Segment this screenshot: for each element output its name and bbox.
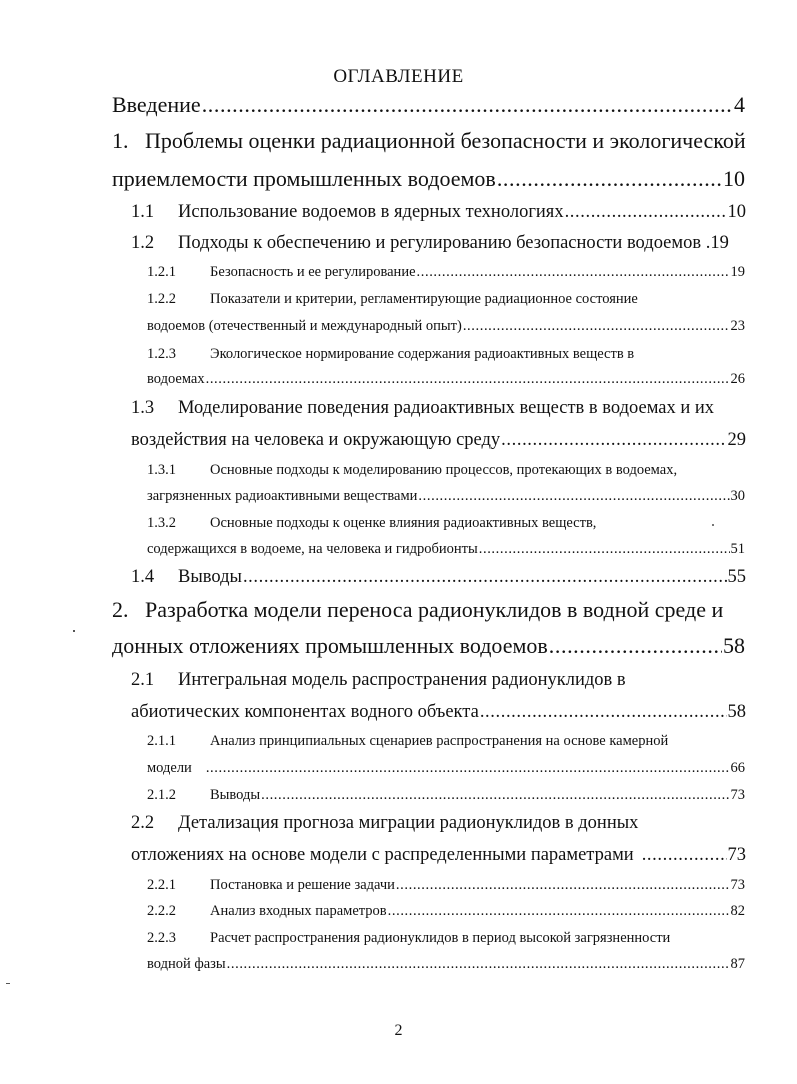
toc-entry-2-2-3-cont[interactable]: [147, 956, 745, 973]
toc-leader-dots: [227, 956, 730, 973]
toc-leader-dots: [463, 318, 730, 335]
toc-entry-text: Использование водоемов в ядерных технологиях: [178, 202, 564, 222]
toc-leader-dots: [243, 567, 727, 588]
toc-leader-dots: [396, 877, 730, 894]
toc-entry-number: 2.2.1: [147, 877, 176, 893]
toc-page-number: 73: [730, 787, 745, 803]
toc-entry-text: Безопасность и ее регулирование: [210, 264, 416, 280]
toc-entry-number: 1.2.3: [147, 346, 176, 362]
toc-entry-text: Введение: [112, 92, 201, 117]
toc-entry-text: Постановка и решение задачи: [210, 877, 395, 893]
scan-artifact-mark: [712, 524, 714, 526]
toc-entry-1-2-2[interactable]: [147, 291, 638, 308]
toc-entry-number: 2.2.3: [147, 930, 176, 946]
toc-entry-text: Интегральная модель распространения радионуклидов в: [178, 670, 626, 690]
toc-leader-dots: [417, 264, 730, 281]
toc-page-number: .19: [705, 233, 729, 253]
toc-entry-text: Показатели и критерии, регламентирующие радиационное состояние: [210, 291, 638, 307]
toc-leader-dots: [479, 541, 730, 558]
toc-entry-text-cont: модели: [147, 760, 192, 776]
toc-entry-2-2-3[interactable]: [147, 930, 670, 947]
toc-entry-1-4[interactable]: [131, 567, 746, 588]
toc-entry-text: Детализация прогноза миграции радионуклидов в донных: [178, 813, 639, 833]
toc-entry-1-2-3-cont[interactable]: [147, 371, 745, 388]
toc-entry-number: 1.4: [131, 567, 155, 587]
toc-entry-text: Анализ принципиальных сценариев распространения на основе камерной: [210, 733, 669, 749]
toc-entry-text: Подходы к обеспечению и регулированию безопасности водоемов: [178, 233, 702, 253]
toc-entry-2-2-cont[interactable]: [131, 845, 746, 866]
toc-entry-1-2-3[interactable]: [147, 346, 634, 363]
toc-page-number: 66: [730, 760, 745, 776]
toc-entry-2-1-cont[interactable]: [131, 702, 746, 723]
toc-leader-dots: [501, 430, 726, 451]
toc-leader-dots: [549, 633, 722, 659]
toc-page-number: 55: [727, 567, 746, 587]
toc-page-number: 4: [734, 92, 745, 117]
toc-entry-chapter-2[interactable]: [112, 597, 723, 623]
scan-artifact-mark: [73, 630, 75, 632]
toc-entry-1-2[interactable]: [131, 233, 729, 254]
toc-entry-1-3-1-cont[interactable]: [147, 488, 745, 505]
toc-entry-2-2[interactable]: [131, 813, 638, 834]
toc-entry-number: 1.2.2: [147, 291, 176, 307]
toc-entry-text: Проблемы оценки радиационной безопасности и экологической: [145, 128, 746, 153]
toc-entry-intro[interactable]: [112, 92, 745, 118]
toc-page-number: 58: [727, 702, 746, 722]
toc-leader-dots: [642, 845, 727, 866]
toc-page-number: 58: [723, 633, 745, 658]
toc-entry-chapter-1[interactable]: [112, 128, 746, 154]
toc-leader-dots: [202, 92, 733, 118]
toc-entry-1-1[interactable]: [131, 202, 746, 223]
toc-entry-text-cont: загрязненных радиоактивными веществами: [147, 488, 418, 504]
toc-page-number: 73: [727, 845, 746, 865]
toc-entry-text-cont: содержащихся в водоеме, на человека и гидробионты: [147, 541, 478, 557]
toc-entry-number: 2.1.1: [147, 733, 176, 749]
toc-entry-number: 1.3.1: [147, 462, 176, 478]
toc-entry-chapter-1-cont[interactable]: [112, 166, 745, 192]
toc-leader-dots: [418, 488, 729, 505]
toc-entry-2-2-2[interactable]: [147, 903, 745, 920]
toc-leader-dots: [480, 702, 727, 723]
toc-entry-number: 1.2.1: [147, 264, 176, 280]
toc-entry-number: 1.: [112, 128, 129, 153]
toc-entry-text-cont: донных отложениях промышленных водоемов: [112, 633, 548, 658]
toc-entry-1-3-2-cont[interactable]: [147, 541, 745, 558]
toc-entry-2-1-1-cont[interactable]: [147, 760, 745, 777]
toc-entry-text: Основные подходы к моделированию процессов, протекающих в водоемах,: [210, 462, 678, 478]
toc-leader-dots: [388, 903, 730, 920]
toc-page-number: 29: [727, 430, 746, 450]
toc-entry-number: 1.2: [131, 233, 155, 253]
toc-entry-1-3[interactable]: [131, 398, 714, 419]
toc-page-number: 82: [730, 903, 745, 919]
toc-page-number: 19: [730, 264, 745, 280]
toc-entry-text-cont: отложениях на основе модели с распределенными параметрами: [131, 845, 634, 865]
toc-entry-chapter-2-cont[interactable]: [112, 633, 745, 659]
toc-entry-text: Основные подходы к оценке влияния радиоактивных веществ,: [210, 515, 597, 531]
toc-page-number: 73: [730, 877, 745, 893]
toc-entry-text: Моделирование поведения радиоактивных веществ в водоемах и их: [178, 398, 715, 418]
toc-entry-1-3-cont[interactable]: [131, 430, 746, 451]
toc-page-number: 87: [730, 956, 745, 972]
toc-entry-text: Экологическое нормирование содержания радиоактивных веществ в: [210, 346, 635, 362]
toc-entry-1-3-1[interactable]: [147, 462, 677, 479]
toc-leader-dots: [261, 787, 729, 804]
toc-page-number: 10: [727, 202, 746, 222]
toc-entry-number: 2.1: [131, 670, 155, 690]
toc-leader-dots: [497, 166, 722, 192]
toc-entry-text-cont: водной фазы: [147, 956, 226, 972]
toc-entry-text-cont: водоемов (отечественный и международный опыт): [147, 318, 462, 334]
toc-leader-dots: [206, 371, 730, 388]
toc-entry-number: 2.: [112, 597, 129, 622]
toc-entry-2-1-1[interactable]: [147, 733, 668, 750]
toc-entry-2-1-2[interactable]: [147, 787, 745, 804]
toc-entry-2-2-1[interactable]: [147, 877, 745, 894]
toc-entry-text: Расчет распространения радионуклидов в период высокой загрязненности: [210, 930, 671, 946]
toc-entry-1-2-1[interactable]: [147, 264, 745, 281]
toc-entry-number: 1.3: [131, 398, 155, 418]
toc-entry-1-3-2[interactable]: [147, 515, 596, 532]
page-title: ОГЛАВЛЕНИЕ: [333, 66, 464, 87]
toc-entry-text: Разработка модели переноса радионуклидов в водной среде и: [145, 597, 724, 622]
page-number: 2: [394, 1022, 403, 1039]
toc-entry-text: Выводы: [178, 567, 242, 587]
toc-entry-number: 2.2: [131, 813, 155, 833]
toc-entry-2-1[interactable]: [131, 670, 626, 691]
toc-entry-number: 1.3.2: [147, 515, 176, 531]
toc-page-number: 51: [730, 541, 745, 557]
toc-entry-text-cont: абиотических компонентах водного объекта: [131, 702, 479, 722]
toc-entry-text-cont: водоемах: [147, 371, 205, 387]
toc-entry-number: 2.2.2: [147, 903, 176, 919]
toc-entry-1-2-2-cont[interactable]: [147, 318, 745, 335]
toc-page-number: 10: [723, 166, 745, 191]
toc-page-number: 23: [730, 318, 745, 334]
toc-entry-number: 1.1: [131, 202, 155, 222]
toc-entry-text-cont: приемлемости промышленных водоемов: [112, 166, 496, 191]
toc-entry-text: Выводы: [210, 787, 261, 803]
toc-leader-dots: [565, 202, 727, 223]
toc-entry-text-cont: воздействия на человека и окружающую среду: [131, 430, 501, 450]
toc-leader-dots: [206, 760, 730, 777]
toc-page-number: 30: [730, 488, 745, 504]
toc-entry-number: 2.1.2: [147, 787, 176, 803]
toc-page-number: 26: [730, 371, 745, 387]
toc-entry-text: Анализ входных параметров: [210, 903, 387, 919]
scan-artifact-mark: [6, 983, 10, 984]
